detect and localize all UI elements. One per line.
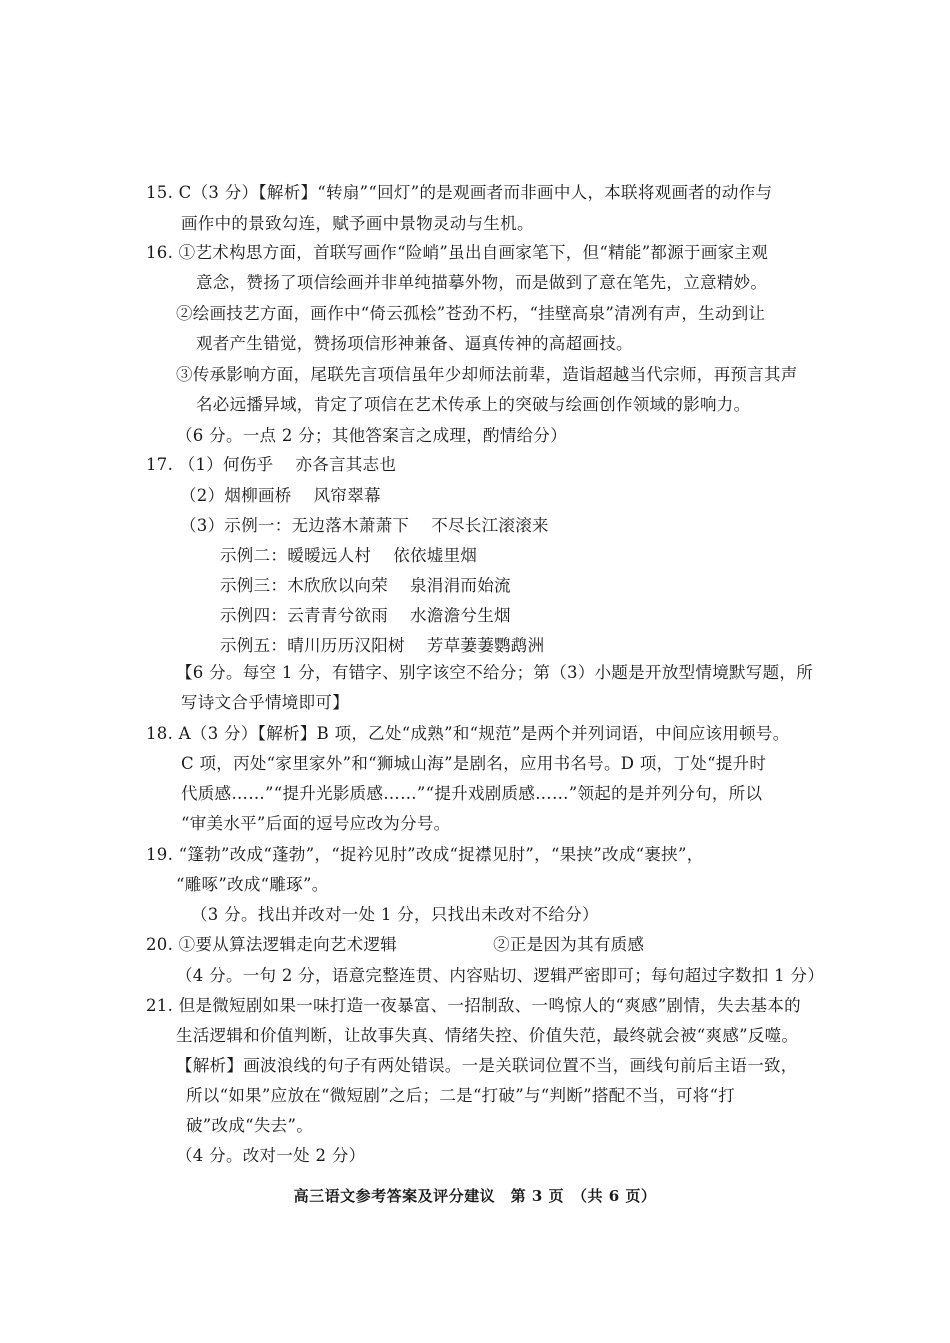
q17-example-5-b: 芳草萋萋鹦鹉洲 — [426, 636, 545, 655]
q17-example-4 — [220, 604, 511, 628]
q16-point3-line-2: 名必远播异域，肯定了项信在艺术传承上的突破与绘画创作领域的影响力。 — [196, 395, 751, 414]
q17-example-3-b: 泉涓涓而始流 — [410, 576, 511, 595]
q18-line-3: 代质感……”“提升光影质感……”“提升戏剧质感……”领起的是并列分句，所以 — [181, 784, 763, 803]
q17-answer-1-part2: 亦各言其志也 — [295, 455, 397, 474]
q17-scoring-line-1: 【6 分。每空 1 分，有错字、别字该空不给分；第（3）小题是开放型情境默写题，所 — [176, 663, 814, 682]
q15-line-1: 15. C（3 分）【解析】“转扇”“回灯”的是观画者而非画中人，本联将观画者的动作与 — [146, 183, 773, 202]
q21-analysis-line-3: 破”改成“失去”。 — [186, 1116, 314, 1135]
q21-line-1: 21. 但是微短剧如果一味打造一夜暴富、一招制敌、一鸣惊人的“爽感”剧情，失去基本的 — [146, 996, 801, 1015]
q20-answer-part-1: 20. ①要从算法逻辑走向艺术逻辑 — [146, 935, 398, 954]
q17-example-5-a: 示例五：晴川历历汉阳树 — [220, 636, 405, 655]
q17-answer-1-label: 17. （1）何伤乎 — [146, 455, 274, 474]
q17-example-2-b: 依依墟里烟 — [393, 546, 478, 565]
q16-point2-line-1: ②绘画技艺方面，画作中“倚云孤桧”苍劲不朽，“挂壁高泉”清冽有声，生动到让 — [176, 304, 766, 323]
q21-scoring: （4 分。改对一处 2 分） — [176, 1146, 366, 1165]
q17-answer-1 — [146, 453, 396, 477]
q16-point1-line-2: 意念，赞扬了项信绘画并非单纯描摹外物，而是做到了意在笔先，立意精妙。 — [196, 273, 768, 292]
q17-scoring-line-2: 写诗文合乎情境即可】 — [181, 693, 349, 712]
q16-point1-line-1: 16. ①艺术构思方面，首联写画作“险峭”虽出自画家笔下，但“精能”都源于画家主观 — [146, 243, 769, 262]
q17-answer-2 — [180, 484, 381, 508]
q19-line-2: “雕啄”改成“雕琢”。 — [176, 875, 329, 894]
q17-example-4-b: 水澹澹兮生烟 — [410, 606, 511, 625]
q17-example-3-a: 示例三：木欣欣以向荣 — [220, 576, 388, 595]
q17-example-4-a: 示例四：云青青兮欲雨 — [220, 606, 388, 625]
q19-line-1: 19. “篷勃”改成“蓬勃”，“捉衿见肘”改成“捉襟见肘”，“果挟”改成“裹挟”， — [146, 845, 704, 864]
q15-line-2: 画作中的景致勾连，赋予画中景物灵动与生机。 — [181, 214, 534, 233]
q17-example-3 — [220, 574, 511, 598]
q17-example-2 — [220, 544, 477, 568]
page-footer: 高三语文参考答案及评分建议 第 3 页 （共 6 页） — [293, 1187, 657, 1205]
q21-analysis-line-1: 【解析】画波浪线的句子有两处错误。一是关联词位置不当，画线句前后主语一致， — [176, 1056, 798, 1075]
q21-line-2: 生活逻辑和价值判断，让故事失真、情绪失控、价值失范，最终就会被“爽感”反噬。 — [176, 1026, 799, 1045]
q20-answer-part-2: ②正是因为其有质感 — [493, 935, 645, 954]
q17-example-5 — [220, 634, 544, 658]
q20-answer — [146, 933, 644, 957]
q17-example-2-a: 示例二：暧暧远人村 — [220, 546, 372, 565]
q17-answer-3 — [180, 514, 549, 538]
q17-answer-2-part2: 风帘翠幕 — [313, 486, 381, 505]
q16-point3-line-1: ③传承影响方面，尾联先言项信虽年少却师法前辈，造诣超越当代宗师，再预言其声 — [176, 365, 798, 384]
q18-line-4: “审美水平”后面的逗号应改为分号。 — [181, 814, 451, 833]
q21-analysis-line-2: 所以“如果”应放在“微短剧”之后；二是“打破”与“判断”搭配不当，可将“打 — [186, 1086, 736, 1105]
q20-scoring: （4 分。一句 2 分，语意完整连贯、内容贴切、逻辑严密即可；每句超过字数扣 1 分） — [176, 966, 825, 985]
q16-point2-line-2: 观者产生错觉，赞扬项信形神兼备、逼真传神的高超画技。 — [196, 334, 633, 353]
q18-line-1: 18. A（3 分）【解析】B 项，乙处“成熟”和“规范”是两个并列词语，中间应该用顿号。 — [146, 724, 790, 743]
q19-scoring: （3 分。找出并改对一处 1 分，只找出未改对不给分） — [191, 905, 599, 924]
q18-line-2: C 项，丙处“家里家外”和“狮城山海”是剧名，应用书名号。D 项，丁处“提升时 — [181, 754, 767, 773]
q16-scoring: （6 分。一点 2 分；其他答案言之成理，酌情给分） — [176, 426, 568, 445]
q17-answer-3-label: （3）示例一：无边落木萧萧下 — [180, 516, 410, 535]
q17-answer-2-label: （2）烟柳画桥 — [180, 486, 292, 505]
q17-answer-3-part2: 不尽长江滚滚来 — [431, 516, 549, 535]
